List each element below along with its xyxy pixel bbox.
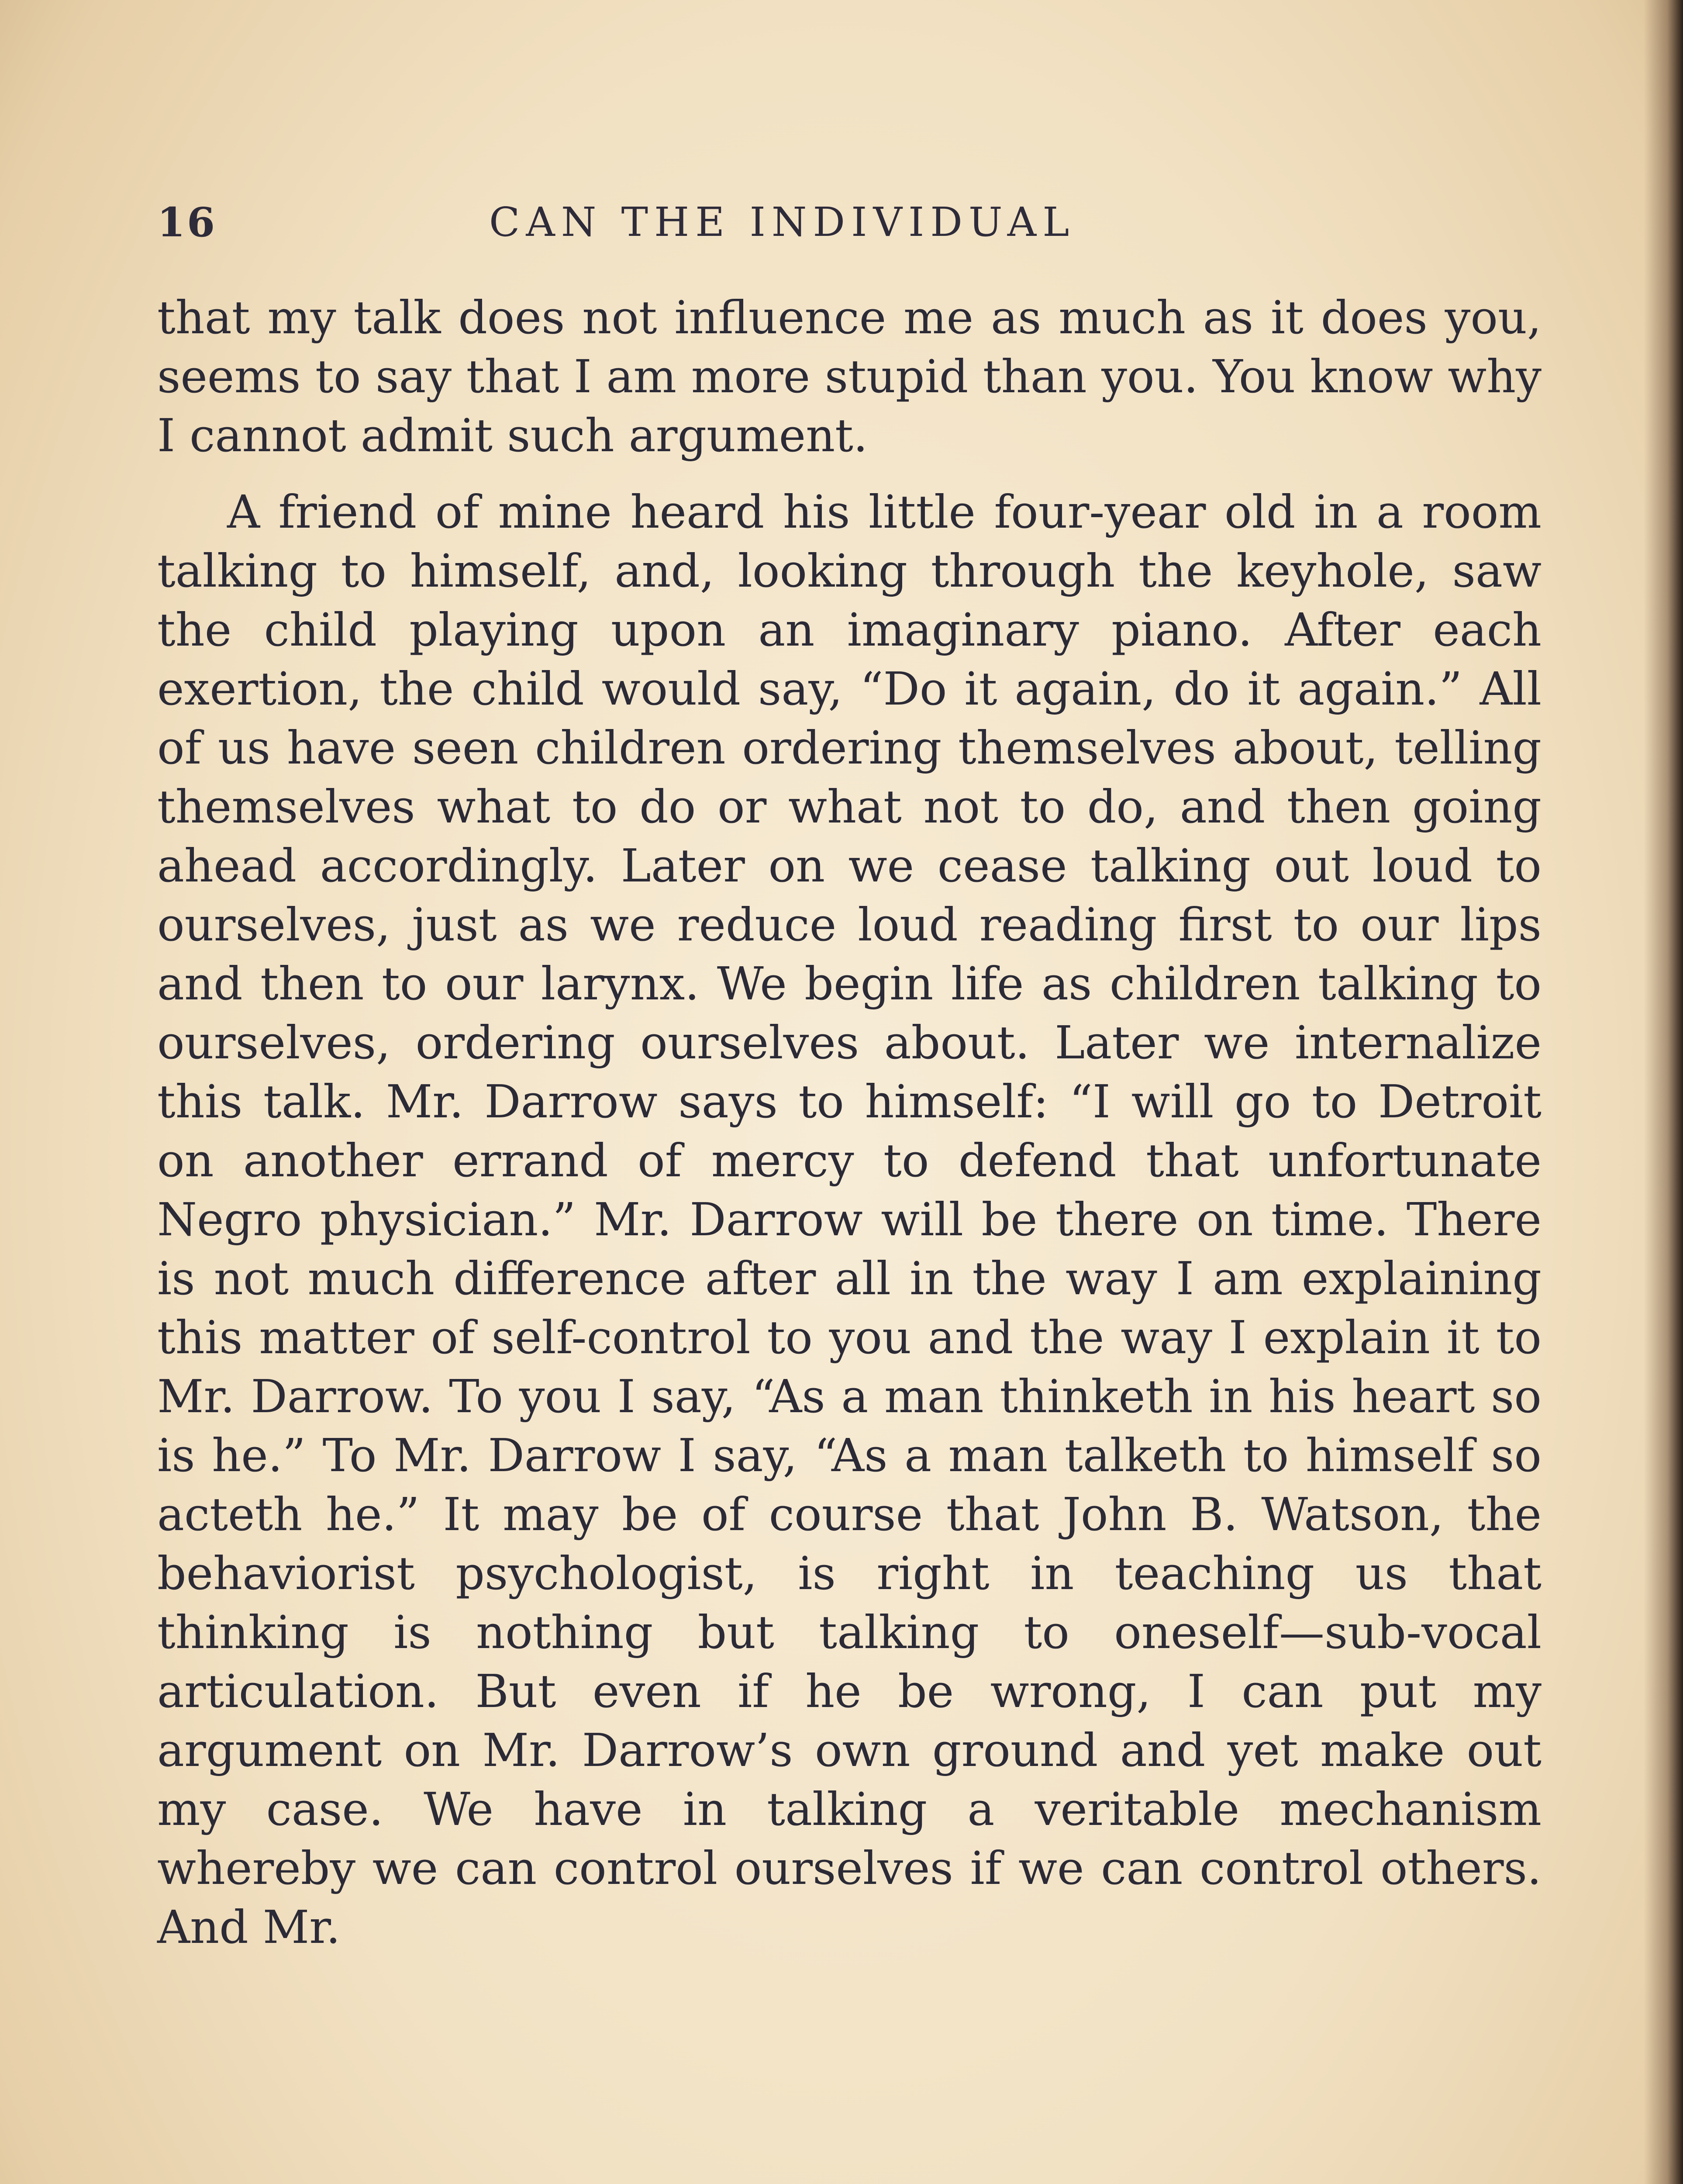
paragraph: that my talk does not influence me as much as it does you, seems to say that I am more stupid than you. You know why I cannot admit such argument. <box>157 291 1542 462</box>
page-header <box>157 199 1546 264</box>
page-edge-shadow <box>1644 0 1683 2184</box>
paragraph: A friend of mine heard his little four-year old in a room talking to himself, and, looking through the keyhole, saw the child playing upon an imaginary piano. After each exertion, the child would say, “Do it again, do it again.” All of us have seen children ordering themselves about, telling themselves what to do or what not to do, and then going ahead accordingly. Later on we cease talking out loud to ourselves, just as we reduce loud reading first to our lips and then to our larynx. We begin life as children talking to ourselves, ordering ourselves about. Later we internalize this talk. Mr. Darrow says to himself: “I will go to Detroit on another errand of mercy to defend that unfortunate Negro physician.” Mr. Darrow will be there on time. There is not much difference after all in the way I am explaining this matter of self-control to you and the way I explain it to Mr. Darrow. To you I say, “As a man thinketh in his heart so is he.” To Mr. Darrow I say, “As a man talketh to himself so acteth he.” It may be of course that John B. Watson, the behaviorist psychologist, is right in teaching us that thinking is nothing but talking to oneself—sub-vocal articulation. But even if he be wrong, I can put my argument on Mr. Darrow’s own ground and yet make out my case. We have in talking a veritable mechanism whereby we can control ourselves if we can control others. And Mr. <box>157 485 1542 1954</box>
body-text <box>157 288 1542 1957</box>
running-head: CAN THE INDIVIDUAL <box>489 199 1076 245</box>
page-number: 16 <box>157 199 217 246</box>
